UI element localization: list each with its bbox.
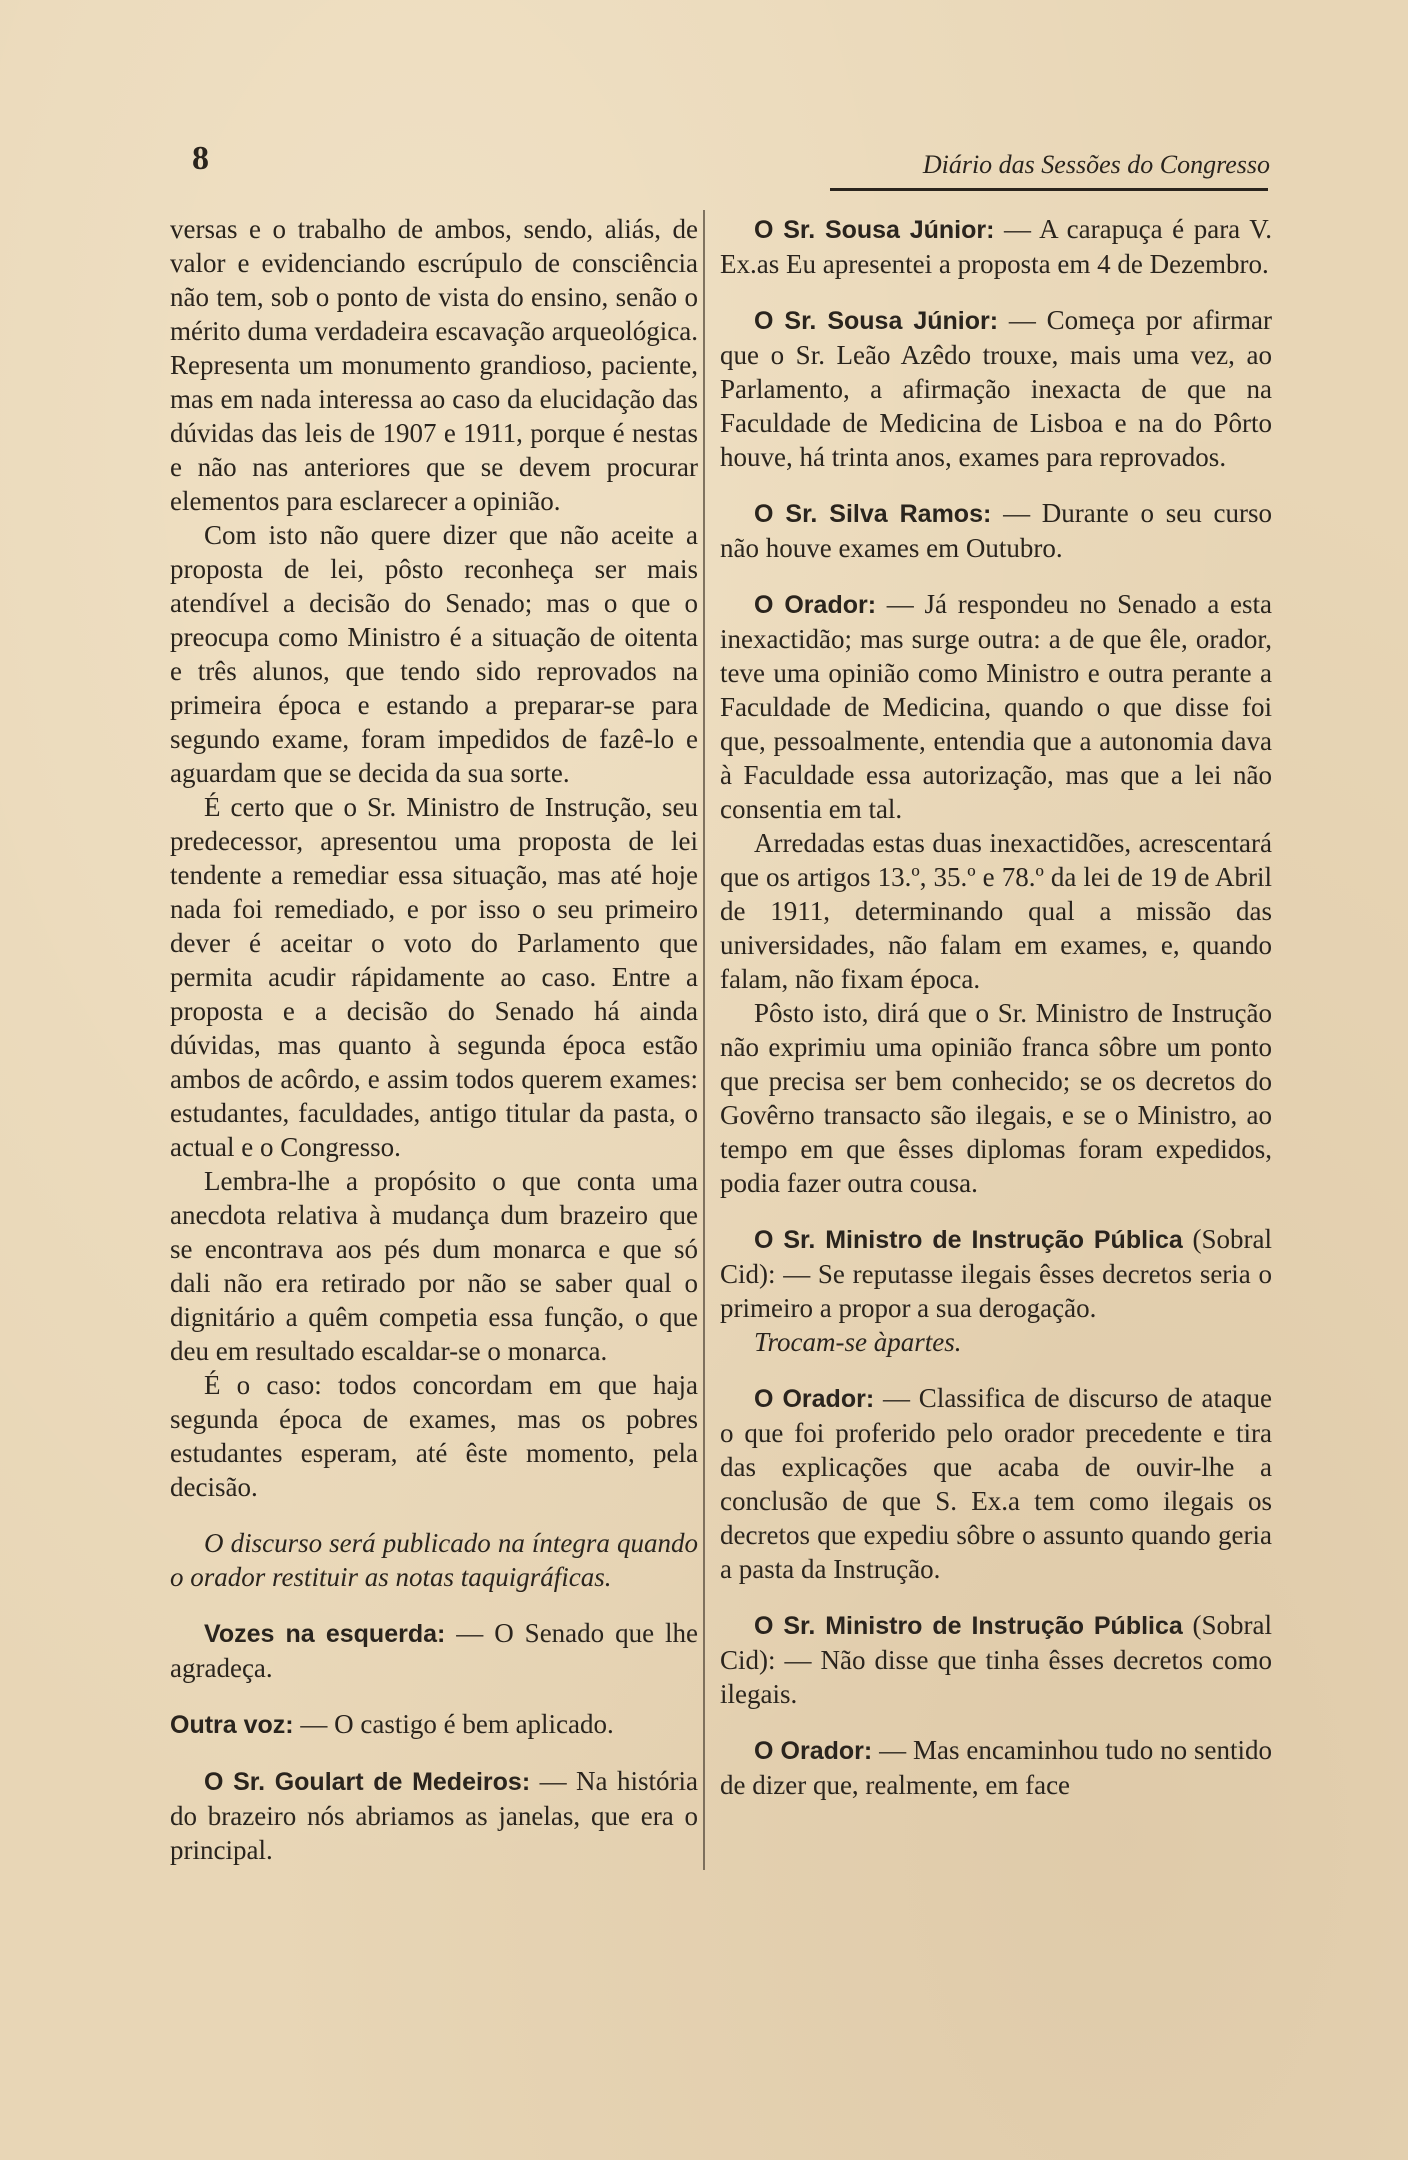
speech-paragraph (170, 1616, 698, 1685)
left-column (170, 212, 698, 1867)
speaker-name: O Sr. Sousa Júnior: (754, 307, 999, 335)
speaker-name: Outra voz: (170, 1711, 294, 1739)
speaker-name: O Sr. Ministro de Instrução Pública (754, 1612, 1183, 1640)
speaker-name: O Sr. Silva Ramos: (754, 500, 992, 528)
speech-text: (Sobral Cid): — Não disse que tinha êsses decretos como ilegais. (720, 1610, 1272, 1709)
speech-paragraph (720, 1222, 1272, 1325)
speech-paragraph (720, 303, 1272, 474)
paragraph-text: versas e o trabalho de ambos, sendo, aliás, de valor e evidenciando escrúpulo de consciência não tem, sob o ponto de vista do ensino, senão o mérito duma verdadeira escavação arqueológica. Representa um monumento grandioso, paciente, mas em nada interessa ao caso da elucidação das dúvidas das leis de 1907 e 1911, porque é nestas e não nas anteriores que se devem procurar elementos para esclarecer a opinião. (170, 214, 698, 516)
speech-paragraph (720, 1381, 1272, 1586)
editorial-note (170, 1526, 698, 1594)
paragraph-text: Pôsto isto, dirá que o Sr. Ministro de Instrução não exprimiu uma opinião franca sôbre um ponto que precisa ser bem conhecido; se os decretos do Govêrno transacto são ilegais, e se o Ministro, ao tempo em que êsses diplomas foram expedidos, podia fazer outra cousa. (720, 998, 1272, 1198)
speaker-name: O Sr. Goulart de Medeiros: (204, 1768, 531, 1796)
paragraph (170, 1368, 698, 1504)
header-rule (830, 188, 1268, 191)
paragraph-text: É o caso: todos concordam em que haja segunda época de exames, mas os pobres estudantes esperam, até êste momento, pela decisão. (170, 1370, 698, 1502)
speech-text: — Já respondeu no Senado a esta inexactidão; mas surge outra: a de que êle, orador, teve uma opinião como Ministro e outra perante a Faculdade de Medicina, quando o que disse foi que, pessoalmente, entendia que a autonomia dava à Faculdade essa autorização, mas que a lei não consentia em tal. (720, 589, 1273, 824)
speech-paragraph (720, 1733, 1272, 1802)
speech-paragraph (720, 212, 1272, 281)
speaker-name: O Sr. Sousa Júnior: (754, 216, 995, 244)
speaker-name: O Orador: (754, 591, 877, 619)
speech-paragraph (170, 1764, 698, 1867)
right-column (720, 212, 1272, 1802)
speech-paragraph (720, 587, 1272, 826)
speech-paragraph (720, 496, 1272, 565)
paragraph (720, 996, 1272, 1200)
running-head: Diário das Sessões do Congresso (922, 150, 1270, 179)
speech-text: — Classifica de discurso de ataque o que foi proferido pelo orador precedente e tira das explicações que acaba de ouvir-lhe a conclusão de que S. Ex.a tem como ilegais os decretos que expediu sôbre o assunto quando geria a pasta da Instrução. (720, 1383, 1272, 1584)
speech-text: — A carapuça é para V. Ex.as Eu apresentei a proposta em 4 de Dezembro. (720, 214, 1273, 279)
speaker-name: O Orador: (754, 1385, 875, 1413)
paragraph (170, 518, 698, 790)
page-number: 8 (192, 140, 209, 177)
paragraph-text: Com isto não quere dizer que não aceite a proposta de lei, pôsto reconheça ser mais atendível a decisão do Senado; mas o que o preocupa como Ministro é a situação de oitenta e três alunos, que tendo sido reprovados na primeira época e estando a preparar-se para segundo exame, foram impedidos de fazê-lo e aguardam que se decida da sua sorte. (170, 520, 698, 788)
speech-text: — O Senado que lhe agradeça. (170, 1618, 699, 1683)
note-text: O discurso será publicado na íntegra quando o orador restituir as notas taquigráficas. (170, 1528, 698, 1592)
paragraph-text: É certo que o Sr. Ministro de Instrução, seu predecessor, apresentou uma proposta de lei tendente a remediar essa situação, mas até hoje nada foi remediado, e por isso o seu primeiro dever é aceitar o voto do Parlamento que permita acudir rápidamente ao caso. Entre a proposta e a decisão do Senado há ainda dúvidas, mas quanto à segunda época estão ambos de acôrdo, e assim todos querem exames: estudantes, faculdades, antigo titular da pasta, o actual e o Congresso. (170, 792, 698, 1162)
stage-direction-text: Trocam-se àpartes. (754, 1327, 962, 1357)
paragraph (170, 790, 698, 1164)
speech-paragraph (170, 1707, 698, 1742)
speech-text: (Sobral Cid): — Se reputasse ilegais êsses decretos seria o primeiro a propor a sua derogação. (720, 1224, 1272, 1323)
speaker-name: O Orador: (754, 1737, 873, 1765)
paragraph-text: Lembra-lhe a propósito o que conta uma anecdota relativa à mudança dum brazeiro que se encontrava aos pés dum monarca e que só dali não era retirado por não se saber qual o dignitário a quêm competia essa função, o que deu em resultado escaldar-se o monarca. (170, 1166, 698, 1366)
paragraph-text: Arredadas estas duas inexactidões, acrescentará que os artigos 13.º, 35.º e 78.º da lei de 19 de Abril de 1911, determinando qual a missão das universidades, não falam em exames, e, quando falam, não fixam época. (720, 828, 1272, 994)
speech-paragraph (720, 1608, 1272, 1711)
speech-text: — Começa por afirmar que o Sr. Leão Azêdo trouxe, mais uma vez, ao Parlamento, a afirmação inexacta de que na Faculdade de Medicina de Lisboa e na do Pôrto houve, há trinta anos, exames para reprovados. (720, 305, 1273, 472)
speaker-name: Vozes na esquerda: (204, 1620, 446, 1648)
speech-text: — O castigo é bem aplicado. (300, 1709, 614, 1739)
paragraph (170, 1164, 698, 1368)
speech-text: — Na história do brazeiro nós abriamos as janelas, que era o principal. (170, 1766, 698, 1865)
speech-text: — Mas encaminhou tudo no sentido de dizer que, realmente, em face (720, 1735, 1273, 1800)
stage-direction (720, 1325, 1272, 1359)
column-divider (703, 210, 705, 1870)
paragraph (720, 826, 1272, 996)
speaker-name: O Sr. Ministro de Instrução Pública (754, 1226, 1183, 1254)
speech-text: — Durante o seu curso não houve exames em Outubro. (720, 498, 1272, 563)
paragraph (170, 212, 698, 518)
